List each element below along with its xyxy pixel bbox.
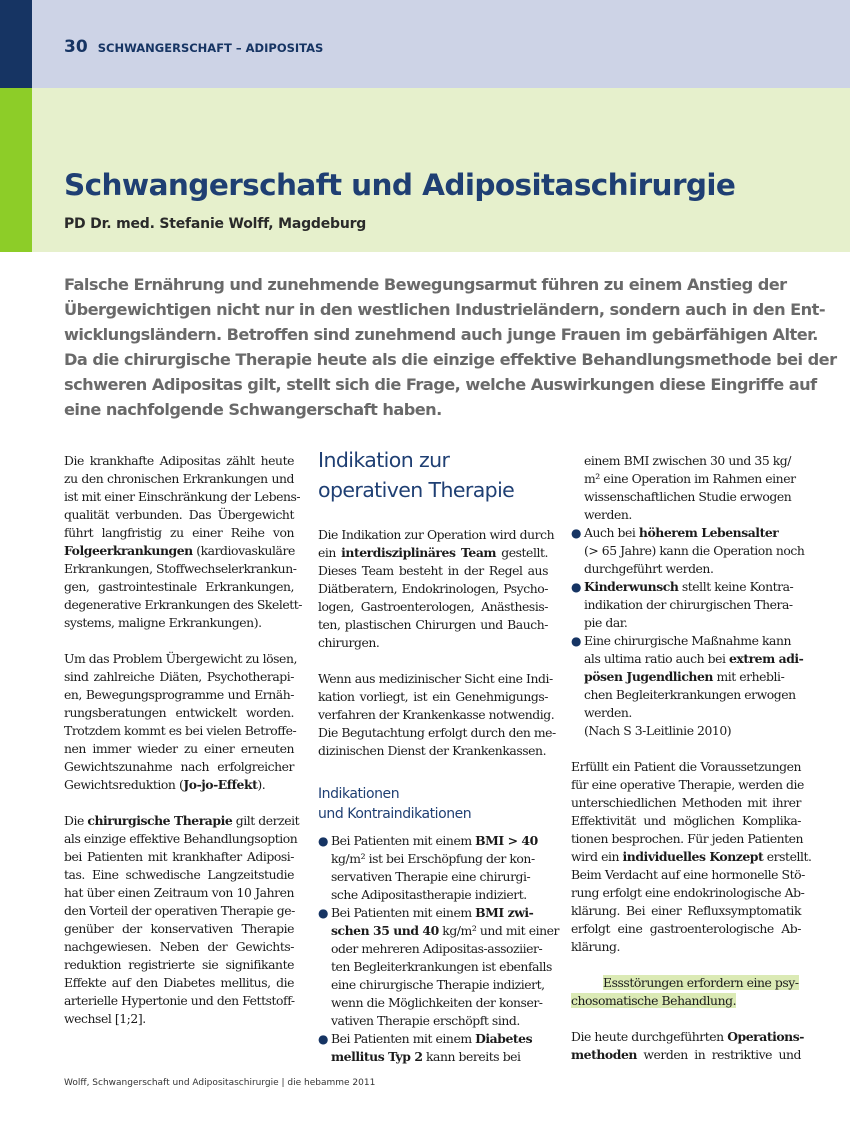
bullet-icon: ● <box>318 1032 329 1046</box>
highlighted-text: Essstörungen erfordern eine psy- <box>603 975 799 990</box>
paragraph-gap <box>571 740 801 758</box>
citation-note: (Nach S 3-Leitlinie 2010) <box>584 723 732 738</box>
text-line: chen Begleiterkrankungen erwogen <box>584 687 796 702</box>
list-item <box>318 904 559 1030</box>
text-run: Bei Patienten mit einem <box>331 905 476 920</box>
text-line: qualität verbunden. Das Übergewicht <box>64 507 294 522</box>
text-line <box>571 1028 804 1046</box>
bullet-icon: ● <box>571 526 582 540</box>
text-line <box>331 1030 548 1048</box>
text-line: chirurgen. <box>318 635 380 650</box>
text-line: kg/m² ist bei Erschöpfung der kon- <box>331 851 535 866</box>
paragraph <box>571 1028 804 1064</box>
text-line: tionen besprochen. Für jeden Patienten <box>571 831 804 846</box>
paragraph <box>318 670 556 760</box>
text-line <box>318 544 548 562</box>
bold-term: BMI > 40 <box>475 833 538 848</box>
subsection-heading <box>318 784 548 824</box>
bold-term: schen 35 und 40 <box>331 923 439 938</box>
paragraph-gap <box>318 760 548 784</box>
page-number: 30 <box>64 37 88 57</box>
text-line <box>584 668 801 686</box>
text-line: Die Indikation zur Operation wird durch <box>318 527 555 542</box>
text-line: durchgeführt werden. <box>584 561 714 576</box>
text-line: rung erfolgt eine endokrinologische Ab- <box>571 885 805 900</box>
header-accent-bar <box>0 0 32 88</box>
list-item <box>571 578 801 632</box>
text-line: gen, gastrointestinale Erkrankungen, <box>64 579 294 594</box>
bullet-icon: ● <box>571 580 582 594</box>
bold-term: individuelles Konzept <box>622 849 764 864</box>
paragraph-gap <box>64 794 294 812</box>
text-line: sche Adipositastherapie indiziert. <box>331 887 527 902</box>
bold-term: interdisziplinäres Team <box>341 545 497 560</box>
text-run: ). <box>257 777 266 792</box>
paragraph-gap <box>64 632 294 650</box>
paragraph-gap <box>571 956 801 974</box>
lead-line: wicklungsländern. Betroffen sind zunehmend auch junge Frauen im gebärfähigen Alter. <box>64 325 818 344</box>
text-line: klärung. Bei einer Refluxsymptomatik <box>571 903 801 918</box>
text-line: degenerative Erkrankungen des Skelett- <box>64 597 303 612</box>
heading-line: Indikationen <box>318 786 400 802</box>
text-line: den Vorteil der operativen Therapie ge- <box>64 903 295 918</box>
paragraph <box>571 758 812 956</box>
bold-term: Diabetes <box>475 1031 533 1046</box>
text-run: ein <box>318 545 342 560</box>
text-run: kann bereits bei <box>422 1049 521 1064</box>
text-line: vativen Therapie erschöpft sind. <box>331 1013 520 1028</box>
text-line: Um das Problem Übergewicht zu lösen, <box>64 651 297 666</box>
text-line: Erfüllt ein Patient die Voraussetzungen <box>571 759 801 774</box>
bold-term: höherem Lebensalter <box>638 525 779 540</box>
text-line: Erkrankungen, Stoffwechselerkrankun- <box>64 561 297 576</box>
title-accent-bar <box>0 88 32 252</box>
text-line <box>584 650 804 668</box>
text-line: tas. Eine schwedische Langzeitstudie <box>64 867 294 882</box>
section-label: SCHWANGERSCHAFT – ADIPOSITAS <box>97 41 324 55</box>
text-line: erfolgt eine gastroenterologische Ab- <box>571 921 801 936</box>
lead-line: Übergewichtigen nicht nur in den westlichen Industrieländern, sondern auch in den Ent- <box>64 300 825 319</box>
text-line <box>64 812 300 830</box>
text-run: Die <box>64 813 88 828</box>
text-line: als einzige effektive Behandlungsoption <box>64 831 298 846</box>
bold-term: BMI zwi- <box>475 905 534 920</box>
text-run: Bei Patienten mit einem <box>331 1031 476 1046</box>
page-footer: Wolff, Schwangerschaft und Adipositaschirurgie | die hebamme 2011 <box>64 1078 376 1088</box>
text-line: Diätberatern, Endokrinologen, Psycho- <box>318 581 548 596</box>
text-run: mit erhebli- <box>712 669 785 684</box>
column-middle <box>318 445 559 1066</box>
text-line: Eine chirurgische Maßnahme kann <box>584 633 792 648</box>
text-line: arterielle Hypertonie und den Fettstoff- <box>64 993 295 1008</box>
text-line: Effektivität und möglichen Komplika- <box>571 813 801 828</box>
text-line: werden. <box>584 507 632 522</box>
text-line: ten Begleiterkrankungen ist ebenfalls <box>331 959 552 974</box>
article-title: Schwangerschaft und Adipositaschirurgie <box>64 168 736 202</box>
text-line: dizinischen Dienst der Krankenkassen. <box>318 743 547 758</box>
callout-line-wrap <box>571 974 801 992</box>
text-line: (> 65 Jahre) kann die Operation noch <box>584 543 805 558</box>
bold-term: Jo-jo-Effekt <box>183 777 258 792</box>
paragraph <box>64 812 300 1028</box>
text-line: servativen Therapie eine chirurgi- <box>331 869 531 884</box>
text-line: für eine operative Therapie, werden die <box>571 777 804 792</box>
text-line: indikation der chirurgischen Thera- <box>584 597 793 612</box>
text-line: führt langfristig zu einer Reihe von <box>64 525 294 540</box>
callout-line-wrap <box>571 992 801 1010</box>
text-run: Die heute durchgeführten <box>571 1029 728 1044</box>
text-line: Die Begutachtung erfolgt durch den me- <box>318 725 556 740</box>
text-line: wenn die Möglichkeiten der konser- <box>331 995 543 1010</box>
lead-line: schweren Adipositas gilt, stellt sich die Frage, welche Auswirkungen diese Eingriffe auf <box>64 375 817 394</box>
bold-term: pösen Jugendlichen <box>584 669 713 684</box>
text-line: sind zahlreiche Diäten, Psychotherapi- <box>64 669 294 684</box>
text-line: Beim Verdacht auf eine hormonelle Stö- <box>571 867 805 882</box>
text-line: bei Patienten mit krankhafter Adiposi- <box>64 849 294 864</box>
text-run: stellt keine Kontra- <box>678 579 794 594</box>
list-item <box>318 1030 548 1066</box>
text-line: wissenschaftlichen Studie erwogen <box>584 489 792 504</box>
text-line: hat über einen Zeitraum von 10 Jahren <box>64 885 294 900</box>
text-line: genüber der konservativen Therapie <box>64 921 294 936</box>
text-line: Trotzdem kommt es bei vielen Betroffe- <box>64 723 297 738</box>
text-line: Gewichtszunahme nach erfolgreicher <box>64 759 294 774</box>
bold-term: extrem adi- <box>728 651 804 666</box>
section-heading <box>318 445 548 505</box>
text-line: pie dar. <box>584 615 628 630</box>
text-line: einem BMI zwischen 30 und 35 kg/ <box>584 453 792 468</box>
paragraph-gap <box>571 1010 801 1028</box>
list-item-continued <box>571 452 801 524</box>
bullet-icon: ● <box>571 634 582 648</box>
text-line: nen immer wieder zu einer erneuten <box>64 741 294 756</box>
text-line <box>584 578 801 596</box>
text-run: Gewichtsreduktion ( <box>64 777 184 792</box>
text-line <box>331 922 559 940</box>
text-line: unterschiedlichen Methoden mit ihrer <box>571 795 801 810</box>
article-lead <box>64 272 837 422</box>
text-line: ist mit einer Einschränkung der Lebens- <box>64 489 301 504</box>
text-line: eine chirurgische Therapie indiziert, <box>331 977 545 992</box>
bold-term: Kinderwunsch <box>584 579 679 594</box>
text-line <box>584 524 801 542</box>
text-line: systems, maligne Erkrankungen). <box>64 615 262 630</box>
text-line: en, Bewegungsprogramme und Ernäh- <box>64 687 294 702</box>
bold-term: Folgeerkrankungen <box>64 543 193 558</box>
text-line: wechsel [1;2]. <box>64 1011 146 1026</box>
heading-line: Indikation zur <box>318 448 450 472</box>
paragraph <box>64 452 303 632</box>
bullet-icon: ● <box>318 834 329 848</box>
text-run: wird ein <box>571 849 623 864</box>
text-run: werden in restriktive und <box>636 1047 801 1062</box>
text-line: Wenn aus medizinischer Sicht eine Indi- <box>318 671 553 686</box>
lead-line: Falsche Ernährung und zunehmende Bewegungsarmut führen zu einem Anstieg der <box>64 275 787 294</box>
text-run: gestellt. <box>496 545 548 560</box>
text-line <box>331 1048 548 1066</box>
text-line: zu den chronischen Erkrankungen und <box>64 471 294 486</box>
lead-line: eine nachfolgende Schwangerschaft haben. <box>64 400 442 419</box>
text-line <box>331 904 548 922</box>
text-line <box>64 776 294 794</box>
text-run: als ultima ratio auch bei <box>584 651 729 666</box>
text-line: oder mehreren Adipositas-assoziier- <box>331 941 543 956</box>
text-run: gilt derzeit <box>232 813 300 828</box>
column-right <box>571 452 812 1064</box>
highlighted-text: chosomatische Behandlung. <box>571 993 737 1008</box>
text-line: m² eine Operation im Rahmen einer <box>584 471 796 486</box>
text-line: Dieses Team besteht in der Regel aus <box>318 563 548 578</box>
text-line: kation vorliegt, ist ein Genehmigungs- <box>318 689 548 704</box>
text-line: Die krankhafte Adipositas zählt heute <box>64 453 294 468</box>
bold-term: methoden <box>571 1047 637 1062</box>
bullet-icon: ● <box>318 906 329 920</box>
paragraph-gap <box>318 652 548 670</box>
text-line: nachgewiesen. Neben der Gewichts- <box>64 939 294 954</box>
text-line <box>571 848 812 866</box>
paragraph <box>318 526 555 652</box>
column-left <box>64 452 303 1028</box>
paragraph <box>64 650 297 794</box>
text-line: verfahren der Krankenkasse notwendig. <box>318 707 555 722</box>
text-line: reduktion registrierte sie signifikante <box>64 957 294 972</box>
heading-line: operativen Therapie <box>318 478 515 502</box>
text-run: Bei Patienten mit einem <box>331 833 476 848</box>
text-line <box>571 1046 801 1064</box>
text-line: ten, plastischen Chirurgen und Bauch- <box>318 617 548 632</box>
highlight-callout <box>571 974 801 1010</box>
list-item <box>571 524 805 578</box>
list-item <box>318 832 548 904</box>
bold-term: Operations- <box>727 1029 804 1044</box>
bold-term: mellitus Typ 2 <box>331 1049 423 1064</box>
text-line: klärung. <box>571 939 621 954</box>
heading-line: und Kontraindikationen <box>318 806 472 822</box>
article-author: PD Dr. med. Stefanie Wolff, Magdeburg <box>64 216 367 232</box>
text-line <box>331 832 548 850</box>
text-run: (kardiovaskuläre <box>192 543 295 558</box>
text-run: kg/m² und mit einer <box>438 923 559 938</box>
text-line: rungsberatungen entwickelt worden. <box>64 705 294 720</box>
text-line <box>64 542 294 560</box>
text-line: logen, Gastroenterologen, Anästhesis- <box>318 599 548 614</box>
text-run: Auch bei <box>584 525 639 540</box>
text-run: erstellt. <box>763 849 812 864</box>
bold-term: chirurgische Therapie <box>87 813 233 828</box>
running-header <box>64 37 323 57</box>
lead-line: Da die chirurgische Therapie heute als die einzige effektive Behandlungsmethode bei der <box>64 350 837 369</box>
text-line: werden. <box>584 705 632 720</box>
text-line: Effekte auf den Diabetes mellitus, die <box>64 975 294 990</box>
list-item <box>571 632 804 740</box>
